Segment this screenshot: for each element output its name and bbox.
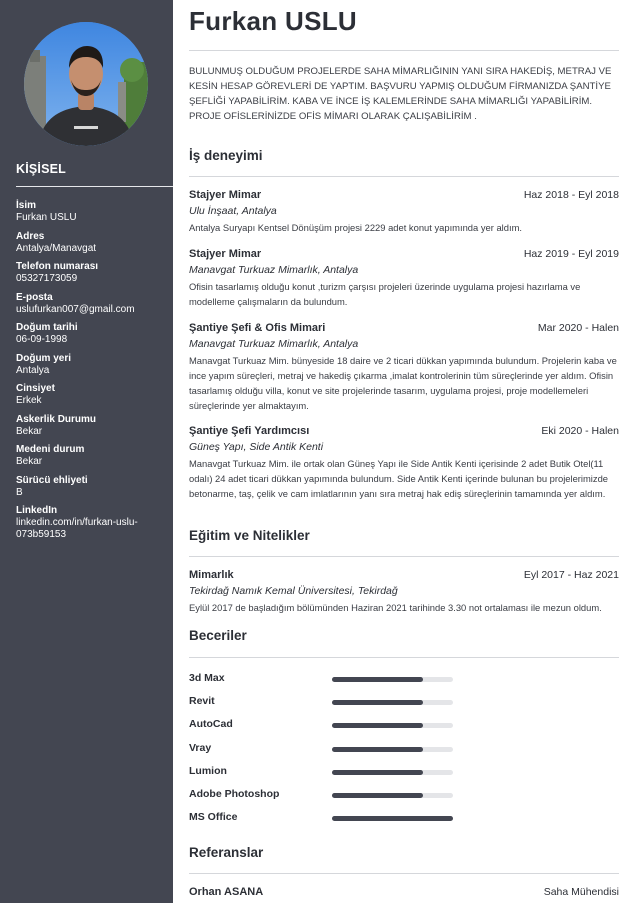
skill-name: 3d Max xyxy=(189,672,225,684)
skills-heading: Beceriler xyxy=(189,628,247,643)
skill-row xyxy=(189,786,619,809)
personal-info-item xyxy=(16,444,166,468)
education-divider xyxy=(189,556,619,557)
skill-row xyxy=(189,763,619,786)
references-divider xyxy=(189,873,619,874)
job-description: Manavgat Turkuaz Mim. ile ortak olan Güneş Yapı ile Side Antik Kenti içerisinde 2 adet Butik Otel(11 odalı) 24 adet ticari dükkan yapımında bulundum. Side Antik Kenti içerinde bulunan bu projelerimizde betonarme, taş, çelik ve cam imlatlarının yanı sıra metraj hak ediş süreçlerinin tamamında yer aldım. xyxy=(189,458,609,499)
info-label: LinkedIn xyxy=(16,505,58,516)
avatar xyxy=(24,22,148,146)
job-company: Manavgat Turkuaz Mimarlık, Antalya xyxy=(189,264,359,276)
education-entry xyxy=(189,569,619,615)
info-label: E-posta xyxy=(16,291,53,303)
references-heading: Referanslar xyxy=(189,845,264,860)
info-label: Askerlik Durumu xyxy=(16,413,97,425)
skill-name: MS Office xyxy=(189,811,238,824)
experience-entry xyxy=(189,425,619,501)
skills-list xyxy=(189,670,619,832)
personal-info-item xyxy=(16,231,166,255)
info-value: 06-09-1998 xyxy=(16,334,68,345)
personal-info-item xyxy=(16,200,166,224)
skill-level-bar xyxy=(332,747,453,752)
job-company: Güneş Yapı, Side Antik Kenti xyxy=(189,441,324,453)
skill-level-bar xyxy=(332,793,453,798)
header-divider xyxy=(189,50,619,51)
skill-level-fill xyxy=(332,747,423,752)
skill-level-bar xyxy=(332,770,453,775)
info-value: Antalya xyxy=(16,364,50,376)
skill-name: Revit xyxy=(189,695,215,708)
skill-level-fill xyxy=(332,793,423,798)
job-title: Şantiye Şefi Yardımcısı xyxy=(189,425,310,437)
reference-name: Orhan ASANA xyxy=(189,886,264,898)
experience-entry xyxy=(189,248,619,309)
info-label: Adres xyxy=(16,230,45,242)
info-label: Doğum yeri xyxy=(16,352,72,364)
skill-level-bar xyxy=(332,723,453,728)
skill-level-fill xyxy=(332,723,423,728)
info-value: Furkan USLU xyxy=(16,212,77,223)
info-label: İsim xyxy=(16,200,37,211)
info-value: Bekar xyxy=(16,425,43,437)
skill-row xyxy=(189,693,619,716)
skill-name: Adobe Photoshop xyxy=(189,787,280,800)
education-description: Eylül 2017 de başladığım bölümünden Haziran 2021 tarihinde 3.30 not ortalaması ile mezun oldum. xyxy=(189,602,602,613)
info-value: 05327173059 xyxy=(16,273,78,284)
skill-level-bar xyxy=(332,816,453,821)
education-date: Eyl 2017 - Haz 2021 xyxy=(523,569,619,581)
personal-heading: KİŞİSEL xyxy=(16,162,67,176)
personal-info-item xyxy=(16,505,166,540)
info-label: Cinsiyet xyxy=(16,383,55,394)
personal-info-item xyxy=(16,292,166,316)
skill-row xyxy=(189,740,619,763)
info-label: Medeni durum xyxy=(16,444,85,455)
sidebar-divider xyxy=(16,186,173,187)
personal-info-list xyxy=(16,200,166,547)
personal-info-item xyxy=(16,383,166,407)
skill-level-fill xyxy=(332,677,423,682)
job-date: Haz 2018 - Eyl 2018 xyxy=(523,189,619,201)
summary-text: BULUNMUŞ OLDUĞUM PROJELERDE SAHA MİMARLIĞININ YANI SIRA HAKEDİŞ, METRAJ VE KESİN HESAP GÖREVLERİ DE YAPTIM. BAŞVURU YAPMIŞ OLDUĞUM FİRMANIZDA ŞANTİYE ŞEFLİĞİ YAPABİLİRİM. KABA VE İNCE İŞ KALEMLERİNDE SAHA MİMARLIĞI YAPABİLİRİM. PROJE OFİSLERİNİZDE OFİS MİMARI OLARAK ÇALIŞABİLİRİM . xyxy=(189,66,612,122)
job-description: Antalya Suryapı Kentsel Dönüşüm projesi 2229 adet konut yapımında yer aldım. xyxy=(189,222,523,233)
info-value: Antalya/Manavgat xyxy=(16,242,97,254)
skill-name: Lumion xyxy=(189,764,227,777)
info-value: Bekar xyxy=(16,456,43,467)
info-label: Sürücü ehliyeti xyxy=(16,474,88,486)
job-description: Ofisin tasarlamış olduğu konut ,turizm çarşısı projeleri üzerinde uygulama projesi hazırlama ve modelleme çalışmaların da bulundum. xyxy=(189,281,581,307)
sidebar xyxy=(0,0,173,903)
degree-title: Mimarlık xyxy=(189,569,234,581)
personal-info-item xyxy=(16,475,166,499)
experience-heading: İş deneyimi xyxy=(189,148,263,163)
job-title: Şantiye Şefi & Ofis Mimari xyxy=(189,322,326,334)
info-value: linkedin.com/in/furkan-uslu-073b59153 xyxy=(16,517,138,540)
info-value: uslufurkan007@gmail.com xyxy=(16,303,135,315)
info-label: Doğum tarihi xyxy=(16,322,78,333)
personal-info-item xyxy=(16,261,166,285)
experience-entry xyxy=(189,189,619,235)
skill-level-fill xyxy=(332,700,423,705)
reference-entry xyxy=(189,886,619,898)
personal-info-item xyxy=(16,322,166,346)
school-name: Tekirdağ Namık Kemal Üniversitesi, Tekirdağ xyxy=(189,585,398,597)
candidate-name: Furkan USLU xyxy=(189,6,357,36)
skill-level-fill xyxy=(332,770,423,775)
info-value: B xyxy=(16,486,23,498)
personal-info-item xyxy=(16,353,166,377)
job-date: Eki 2020 - Halen xyxy=(541,425,619,437)
skill-level-fill xyxy=(332,816,453,821)
reference-role: Saha Mühendisi xyxy=(543,886,619,898)
job-title: Stajyer Mimar xyxy=(189,189,262,201)
skill-name: Vray xyxy=(189,741,212,754)
skill-row xyxy=(189,716,619,739)
job-company: Ulu İnşaat, Antalya xyxy=(189,205,277,217)
job-date: Mar 2020 - Halen xyxy=(537,322,619,334)
experience-entry xyxy=(189,322,619,413)
experience-divider xyxy=(189,176,619,177)
info-label: Telefon numarası xyxy=(16,261,99,272)
info-value: Erkek xyxy=(16,395,42,406)
job-company: Manavgat Turkuaz Mimarlık, Antalya xyxy=(189,338,359,350)
personal-info-item xyxy=(16,414,166,438)
profile-photo-icon xyxy=(24,22,148,146)
skill-row xyxy=(189,809,619,832)
skills-divider xyxy=(189,657,619,658)
job-title: Stajyer Mimar xyxy=(189,248,262,260)
skill-level-bar xyxy=(332,700,453,705)
skill-row xyxy=(189,670,619,693)
education-heading: Eğitim ve Nitelikler xyxy=(189,528,310,543)
job-date: Haz 2019 - Eyl 2019 xyxy=(523,248,619,260)
skill-name: AutoCad xyxy=(189,718,233,731)
skill-level-bar xyxy=(332,677,453,682)
job-description: Manavgat Turkuaz Mim. bünyeside 18 daire ve 2 ticari dükkan yapımında bulundum. Projelerin kaba ve ince yapım süreçleri, metraj ve hakediş çıkarma ,imalat kontrolerinin tüm süreçlerinde yer aldım. Ofisin tasarlamış olduğu villa, konut ve site projelerinde tasarım, uygulama projesi, proje modellemeleri süreçlerinde yer almaktayım. xyxy=(189,355,617,411)
